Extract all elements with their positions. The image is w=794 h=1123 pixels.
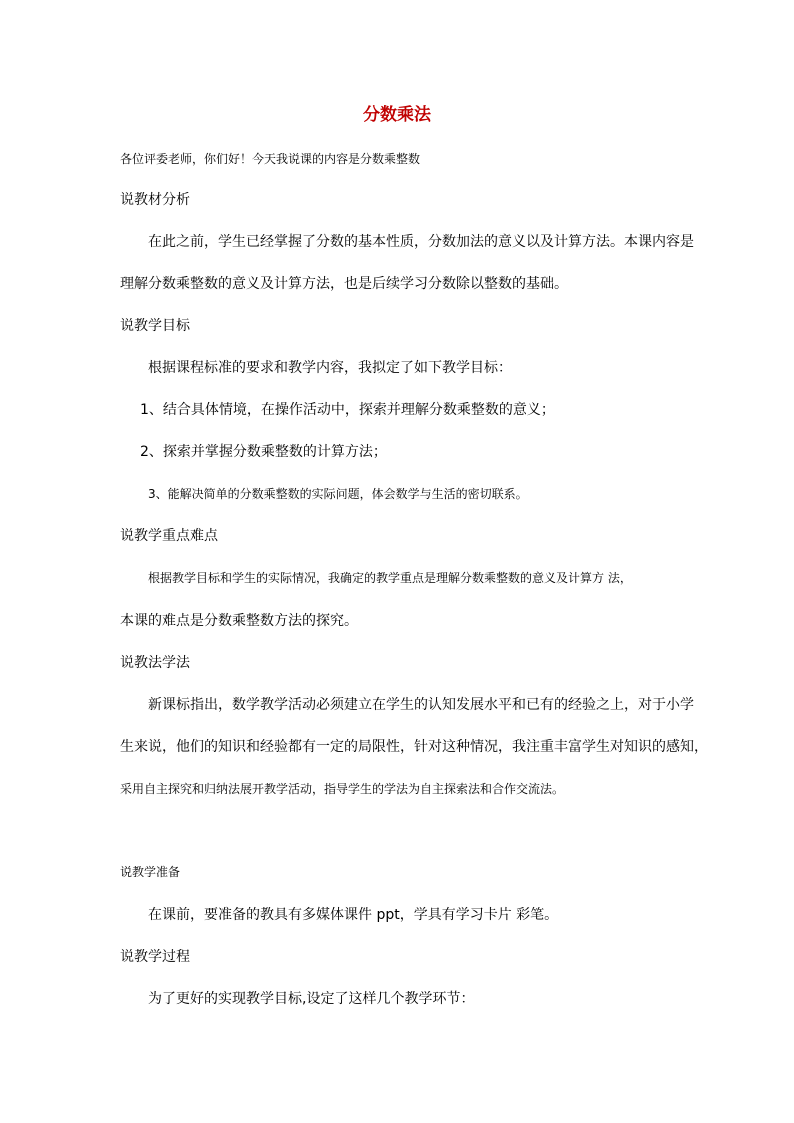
list-item: 2、探索并掌握分数乘整数的计算方法； <box>140 444 387 460</box>
paragraph-text: 在课前，要准备的教具有多媒体课件 ppt，学具有学习卡片 彩笔。 <box>148 907 559 923</box>
paragraph-text: 在此之前，学生已经掌握了分数的基本性质，分数加法的意义以及计算方法。本课内容是 <box>148 234 694 250</box>
paragraph-text: 本课的难点是分数乘整数方法的探究。 <box>120 613 358 629</box>
document-title: 分数乘法 <box>363 105 431 125</box>
paragraph-text: 为了更好的实现教学目标,设定了这样几个教学环节： <box>148 991 475 1007</box>
list-item: 1、结合具体情境，在操作活动中，探索并理解分数乘整数的意义； <box>140 402 555 418</box>
paragraph-text: 根据教学目标和学生的实际情况，我确定的教学重点是理解分数乘整数的意义及计算方 法， <box>148 571 632 585</box>
section-heading-process: 说教学过程 <box>120 949 190 965</box>
section-heading-prep: 说教学准备 <box>120 865 181 879</box>
paragraph-text: 理解分数乘整数的意义及计算方法，也是后续学习分数除以整数的基础。 <box>120 276 568 292</box>
paragraph-text: 采用自主探究和归纳法展开教学活动，指导学生的学法为自主探索法和合作交流法。 <box>120 782 565 796</box>
paragraph-text: 生来说，他们的知识和经验都有一定的局限性，针对这种情况，我注重丰富学生对知识的感知， <box>120 739 708 755</box>
paragraph-text: 根据课程标准的要求和教学内容，我拟定了如下教学目标： <box>148 360 512 376</box>
section-heading-goals: 说教学目标 <box>120 318 190 334</box>
section-heading-materials: 说教材分析 <box>120 192 190 208</box>
list-item: 3、能解决简单的分数乘整数的实际问题，体会数学与生活的密切联系。 <box>148 487 528 501</box>
greeting-text: 各位评委老师，你们好！今天我说课的内容是分数乘整数 <box>120 152 421 166</box>
paragraph-text: 新课标指出，数学教学活动必须建立在学生的认知发展水平和已有的经验之上，对于小学 <box>148 697 694 713</box>
section-heading-keypoints: 说教学重点难点 <box>120 528 218 544</box>
section-heading-methods: 说教法学法 <box>120 655 190 671</box>
